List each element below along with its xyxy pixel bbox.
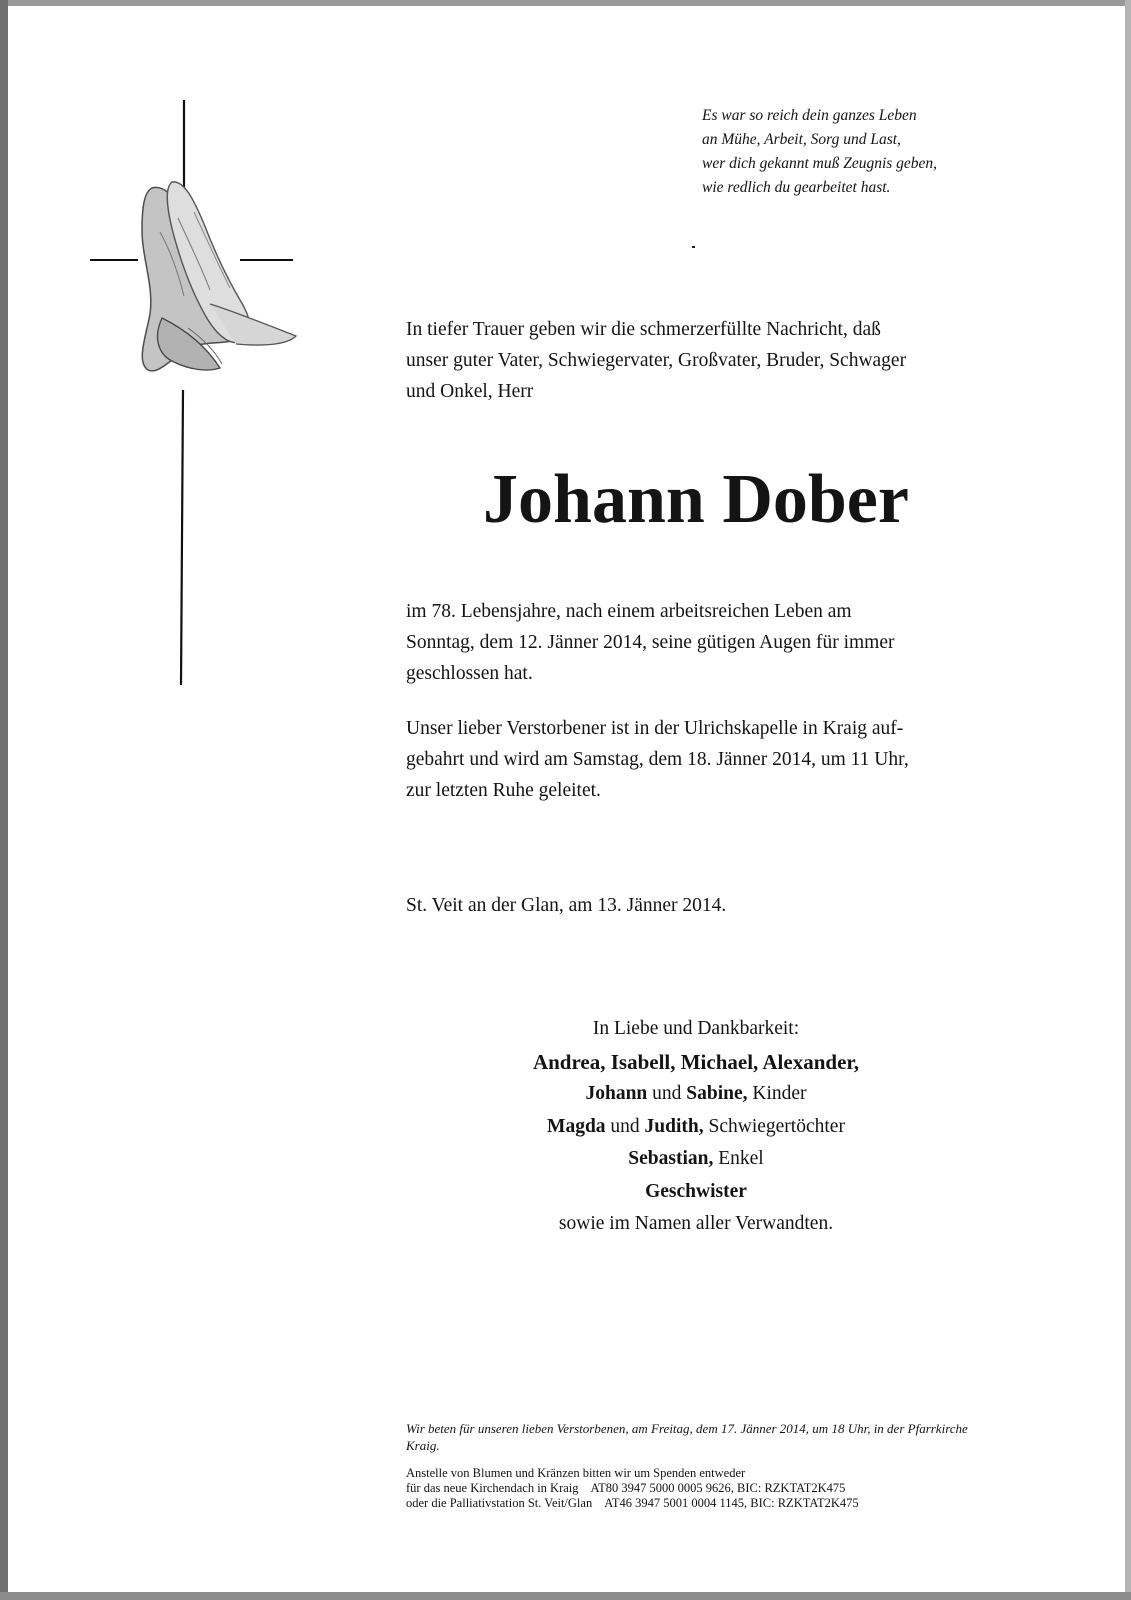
donation-target: für das neue Kirchendach in Kraig	[406, 1481, 579, 1495]
inlaw-name: Judith,	[644, 1115, 704, 1137]
details-line: Sonntag, dem 12. Jänner 2014, seine gütigen Augen für immer	[406, 632, 895, 653]
intro-line: In tiefer Trauer geben wir die schmerzerfüllte Nachricht, daß	[406, 319, 881, 340]
bank-account: AT80 3947 5000 0005 9626, BIC: RZKTAT2K475	[590, 1481, 846, 1495]
grandchild-row	[400, 1143, 992, 1176]
scan-edge-bottom	[0, 1592, 1131, 1600]
verse	[702, 104, 1032, 200]
mourners-signature	[400, 1013, 992, 1241]
signature-heading: In Liebe und Dankbarkeit:	[592, 1018, 800, 1039]
inlaws-row	[400, 1111, 992, 1144]
donation-line	[406, 1496, 996, 1511]
children-row	[400, 1078, 992, 1111]
relation-label: Kinder	[747, 1083, 807, 1104]
donation-line: Anstelle von Blumen und Kränzen bitten wir um Spenden entweder	[406, 1466, 746, 1480]
death-details	[406, 596, 986, 689]
deceased-name: Johann Dober	[483, 461, 909, 538]
intro-line: und Onkel, Herr	[406, 381, 534, 402]
conjunction: und	[647, 1083, 687, 1104]
burial-details	[406, 713, 986, 806]
praying-hands-icon	[142, 182, 296, 371]
verse-line: an Mühe, Arbeit, Sorg und Last,	[702, 131, 901, 148]
verse-line: Es war so reich dein ganzes Leben	[702, 107, 917, 124]
relation-label: Schwiegertöchter	[703, 1115, 845, 1137]
details-line: geschlossen hat.	[406, 663, 533, 684]
scan-speck	[692, 246, 695, 248]
details-line: im 78. Lebensjahre, nach einem arbeitsreichen Leben am	[406, 601, 852, 622]
conjunction: und	[605, 1115, 645, 1137]
children-names	[400, 1046, 992, 1079]
burial-line: gebahrt und wird am Samstag, dem 18. Jänner 2014, um 11 Uhr,	[406, 749, 909, 770]
verse-line: wer dich gekannt muß Zeugnis geben,	[702, 155, 938, 172]
donation-line	[406, 1481, 996, 1496]
cross-icon	[90, 100, 300, 700]
bank-account: AT46 3947 5001 0004 1145, BIC: RZKTAT2K475	[604, 1496, 859, 1510]
burial-line: Unser lieber Verstorbener ist in der Ulrichskapelle in Kraig auf-	[406, 718, 904, 739]
scan-edge-top	[0, 0, 1131, 6]
burial-line: zur letzten Ruhe geleitet.	[406, 780, 601, 801]
siblings-label: Geschwister	[645, 1180, 747, 1202]
announcement-intro	[406, 314, 986, 407]
intro-line: unser guter Vater, Schwiegervater, Großvater, Bruder, Schwager	[406, 350, 907, 371]
prayer-note: Wir beten für unseren lieben Verstorbenen, am Freitag, dem 17. Jänner 2014, um 18 Uhr, in der Pfarrkirche Kraig.	[406, 1421, 968, 1453]
child-name: Johann	[585, 1083, 648, 1104]
donation-target: oder die Palliativstation St. Veit/Glan	[406, 1496, 593, 1510]
scan-edge-left	[0, 0, 8, 1600]
signature-closing: sowie im Namen aller Verwandten.	[558, 1213, 834, 1234]
relation-label: Enkel	[713, 1148, 764, 1169]
grandchild-name: Sebastian,	[628, 1148, 714, 1169]
siblings-row	[400, 1176, 992, 1209]
children-names-bold: Andrea, Isabell, Michael, Alexander,	[532, 1049, 860, 1074]
child-name: Sabine,	[686, 1083, 748, 1104]
donation-request	[406, 1466, 996, 1511]
scan-edge-right	[1125, 0, 1131, 1600]
place-and-date: St. Veit an der Glan, am 13. Jänner 2014.	[406, 895, 727, 916]
verse-line: wie redlich du gearbeitet hast.	[702, 179, 891, 196]
inlaw-name: Magda	[547, 1115, 606, 1137]
